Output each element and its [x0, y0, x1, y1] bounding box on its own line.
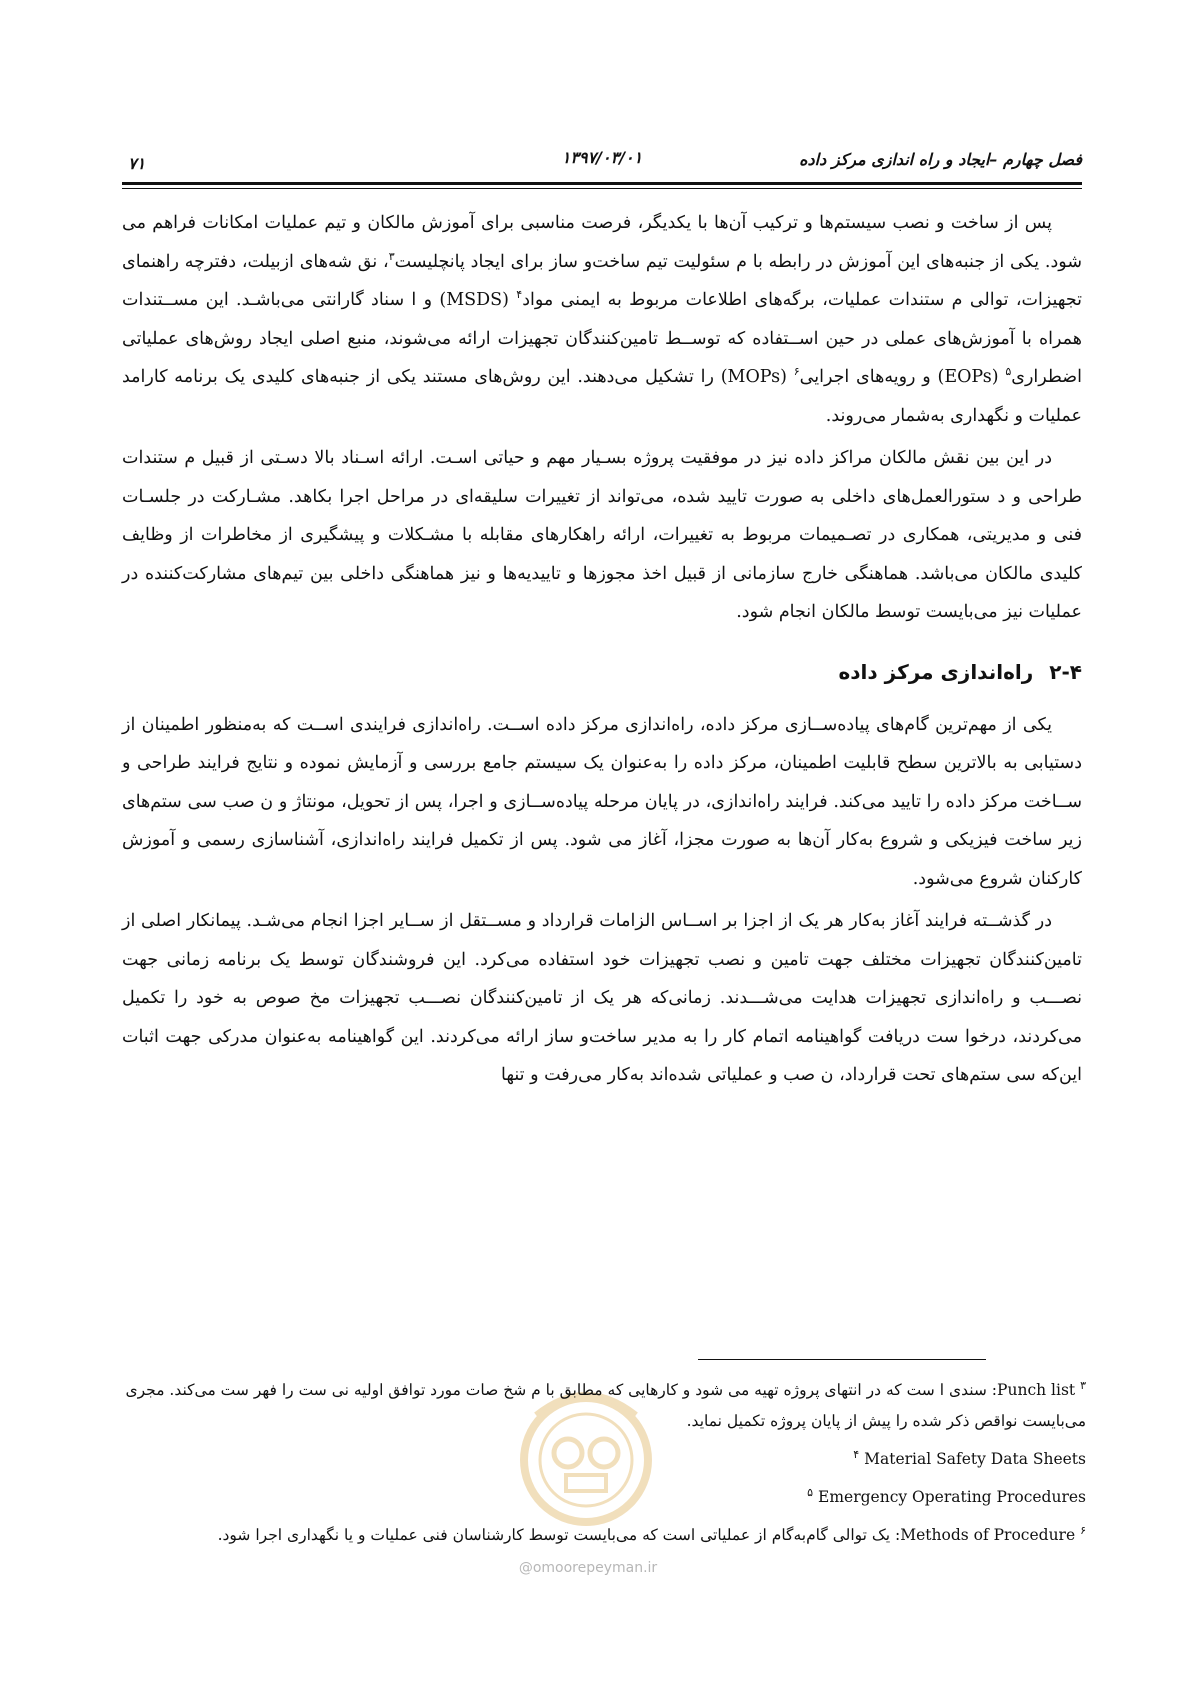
footnote-6: $^۶$ Methods of Procedure: یک توالی گام‌به‌گام از عملیاتی است که می‌بایست توسط کارشناسان فنی عملیات و یا نگهداری اجرا شود.	[217, 1523, 1086, 1544]
paragraph-3: یکی از مهم‌ترین گام‌های پیاده‌ســازی مرکز داده، راه‌اندازی مرکز داده اســت. راه‌اندازی فرایندی اســت که به‌منظور اطمینان از دستیابی به بالاترین سطح قابلیت اطمینان، مرکز داده را به‌عنوان یک سیستم جامع بررسی و آزمایش نموده و نتایج فرایند طراحی و ســاخت مرکز داده را تایید می‌کند. فرایند راه‌اندازی، در پایان مرحله پیاده‌ســازی و اجرا، پس از تحویل، مونتاژ و ن صب سی ستم‌های زیر ساخت فیزیکی و شروع به‌کار آن‌ها به صورت مجزا، آغاز می شود. پس از تکمیل فرایند راه‌اندازی، آشناسازی رسمی و آموزش کارکنان شروع می‌شود.	[122, 714, 1082, 889]
footnote-mark: ۶	[793, 365, 800, 379]
footnote-separator	[698, 1359, 986, 1360]
footnotes	[116, 1375, 1086, 1558]
footnote-mark: ۴	[516, 288, 523, 302]
page-header	[122, 146, 1082, 176]
footnote-5: $^۵$ Emergency Operating Procedures	[807, 1485, 1086, 1506]
footnote-4: $^۴$ Material Safety Data Sheets	[853, 1447, 1086, 1468]
header-date: ۱۳۹۷/۰۳/۰۱	[561, 148, 643, 167]
watermark-text: @omoorepeyman.ir	[518, 1560, 658, 1576]
page-number: ۷۱	[128, 154, 146, 173]
section-number: ۲-۴	[1049, 659, 1082, 684]
footnote-mark: ۳	[388, 249, 395, 263]
paragraph-1: پس از ساخت و نصب سیستم‌ها و ترکیب آن‌ها با یکدیگر، فرصت مناسبی برای آموزش مالکان و تیم عملیات امکانات فراهم می شود. یکی از جنبه‌های این آموزش در رابطه با م سئولیت تیم ساخت‌و ساز برای ایجاد پانچلیست$^۳$، نق شه‌های ازبیلت، دفترچه راهنمای تجهیزات، توالی م ستندات عملیات، برگه‌های اطلاعات مربوط به ایمنی مواد$^۴$ (MSDS) و ا سناد گارانتی می‌باشـد. این مســتندات همراه با آموزش‌های عملی در حین اســتفاده که توســط تامین‌کنندگان تجهیزات ارائه می‌شوند، منبع اصلی ایجاد روش‌های عملیاتی اضطراری$^۵$ (EOPs) و رویه‌های اجرایی$^۶$ (MOPs) را تشکیل می‌دهند. این روش‌های مستند یکی از جنبه‌های کلیدی یک برنامه کارامد عملیات و نگهداری به‌شمار می‌روند.	[122, 213, 1083, 426]
footnote-mark: ۵	[1005, 365, 1012, 379]
section-title: راه‌اندازی مرکز داده	[838, 659, 1034, 684]
section-heading	[122, 660, 1082, 684]
chapter-title: فصل چهارم –ایجاد و راه اندازی مرکز داده	[799, 150, 1082, 169]
header-rule	[122, 182, 1082, 189]
paragraph-4: در گذشــته فرایند آغاز به‌کار هر یک از اجزا بر اســاس الزامات قرارداد و مســتقل از ســایر اجزا انجام می‌شـد. پیمانکار اصلی از تامین‌کنندگان تجهیزات مختلف جهت تامین و نصب تجهیزات خود استفاده می‌کرد. این فروشندگان توسط یک برنامه زمانی جهت نصـــب و راه‌اندازی تجهیزات هدایت می‌شـــدند. زمانی‌که هر یک از تامین‌کنندگان نصـــب تجهیزات مخ صوص به خود را تکمیل می‌کردند، درخوا ست دریافت گواهینامه اتمام کار را به مدیر ساخت‌و ساز ارائه می‌کردند. این گواهینامه به‌عنوان مدرکی جهت اثبات این‌که سی ستم‌های تحت قرارداد، ن صب و عملیاتی شده‌اند به‌کار می‌رفت و تنها	[122, 911, 1082, 1085]
paragraph-2: در این بین نقش مالکان مراکز داده نیز در موفقیت پروژه بسـیار مهم و حیاتی اسـت. ارائه اسـناد بالا دسـتی از قبیل م ستندات طراحی و د ستورالعمل‌های داخلی به صورت تایید شده، می‌تواند از تغییرات سلیقه‌ای در مراحل اجرا بکاهد. مشـارکت در جلسـات فنی و مدیریتی، همکاری در تصـمیمات مربوط به تغییرات، ارائه راهکارهای مقابله با مشـکلات و پیشگیری از مخاطرات از وظایف کلیدی مالکان می‌باشد. هماهنگی خارج سازمانی از قبیل اخذ مجوزها و تاییدیه‌ها و نیز هماهنگی داخلی بین تیم‌های مشارکت‌کننده در عملیات نیز می‌بایست توسط مالکان انجام شود.	[122, 448, 1082, 622]
main-text	[122, 204, 1082, 1095]
footnote-3: $^۳$ Punch list: سندی ا ست که در انتهای پروژه تهیه می شود و کارهایی که مطابق با م شخ صات مورد توافق اولیه نی ست را فهر ست می‌کند. مجری می‌بایست نواقص ذکر شده را پیش از پایان پروژه تکمیل نماید.	[125, 1378, 1086, 1430]
